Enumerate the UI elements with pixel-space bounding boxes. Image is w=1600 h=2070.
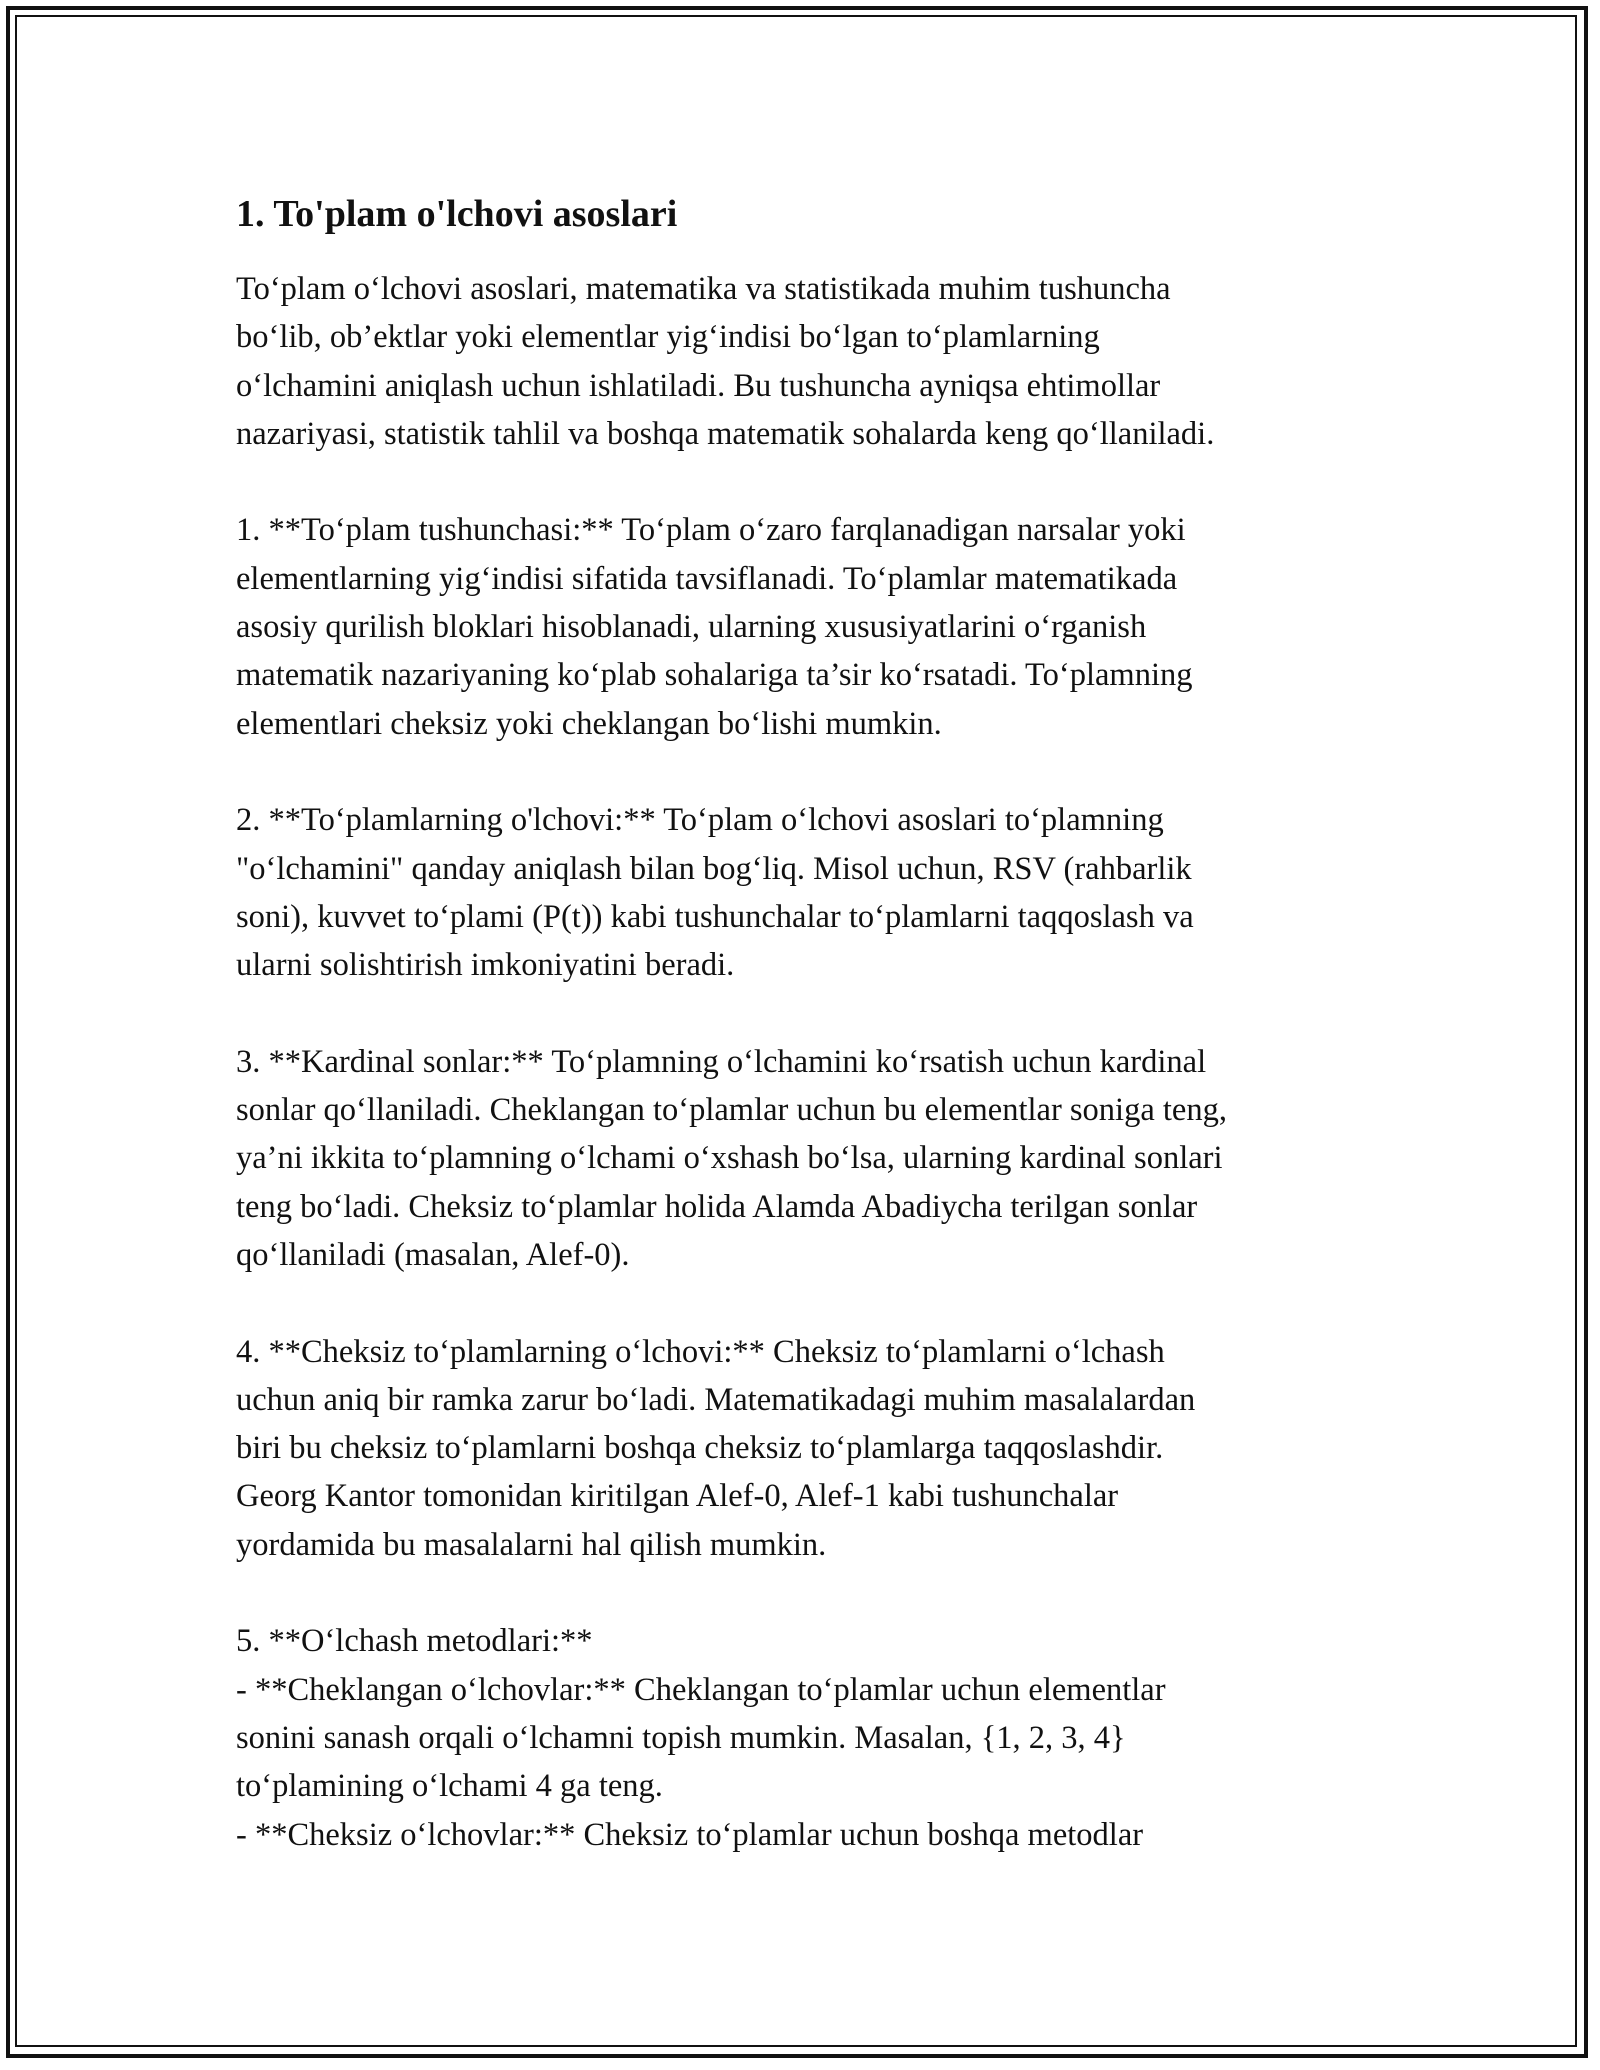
section-4-paragraph: 4. **Cheksiz to‘plamlarning o‘lchovi:** Cheksiz to‘plamlarni o‘lchash uchun aniq bir ramka zarur bo‘ladi. Matematikadagi muhim masalalardan biri bu cheksiz to‘plamlarni boshqa cheksiz to‘plamlarga taqqoslashdir. Georg Kantor tomonidan kiritilgan Alef-0, Alef-1 kabi tushunchalar yordamida bu masalalarni hal qilish mumkin.: [236, 1333, 1196, 1563]
document-body: [236, 188, 1376, 1859]
intro-paragraph: To‘plam o‘lchovi asoslari, matematika va statistikada muhim tushuncha bo‘lib, ob’ektlar yoki elementlar yig‘indisi bo‘lgan to‘plamlarning o‘lchamini aniqlash uchun ishlatiladi. Bu tushuncha ayniqsa ehtimollar nazariyasi, statistik tahlil va boshqa matematik sohalarda keng qo‘llaniladi.: [236, 271, 1215, 452]
document-title: 1. To'plam o'lchovi asoslari: [236, 193, 678, 235]
section-2-paragraph: 2. **To‘plamlarning o'lchovi:** To‘plam o‘lchovi asoslari to‘plamning "o‘lchamini" qanday aniqlash bilan bog‘liq. Misol uchun, RSV (rahbarlik soni), kuvvet to‘plami (P(t)) kabi tushunchalar to‘plamlarni taqqoslash va ularni solishtirish imkoniyatini beradi.: [236, 802, 1194, 984]
section-5-paragraph: 5. **O‘lchash metodlari:** - **Cheklangan o‘lchovlar:** Cheklangan to‘plamlar uchun elementlar sonini sanash orqali o‘lchamni topish mumkin. Masalan, {1, 2, 3, 4} to‘plamining o‘lchami 4 ga teng. - **Cheksiz o‘lchovlar:** Cheksiz to‘plamlar uchun boshqa metodlar: [236, 1623, 1166, 1853]
section-1-paragraph: 1. **To‘plam tushunchasi:** To‘plam o‘zaro farqlanadigan narsalar yoki elementlarning yig‘indisi sifatida tavsiflanadi. To‘plamlar matematikada asosiy qurilish bloklari hisoblanadi, ularning xususiyatlarini o‘rganish matematik nazariyaning ko‘plab sohalariga ta’sir ko‘rsatadi. To‘plamning elementlari cheksiz yoki cheklangan bo‘lishi mumkin.: [236, 512, 1193, 742]
section-3-paragraph: 3. **Kardinal sonlar:** To‘plamning o‘lchamini ko‘rsatish uchun kardinal sonlar qo‘llaniladi. Cheklangan to‘plamlar uchun bu elementlar soniga teng, ya’ni ikkita to‘plamning o‘lchami o‘xshash bo‘lsa, ularning kardinal sonlari teng bo‘ladi. Cheksiz to‘plamlar holida Alamda Abadiycha terilgan sonlar qo‘llaniladi (masalan, Alef-0).: [236, 1043, 1227, 1273]
